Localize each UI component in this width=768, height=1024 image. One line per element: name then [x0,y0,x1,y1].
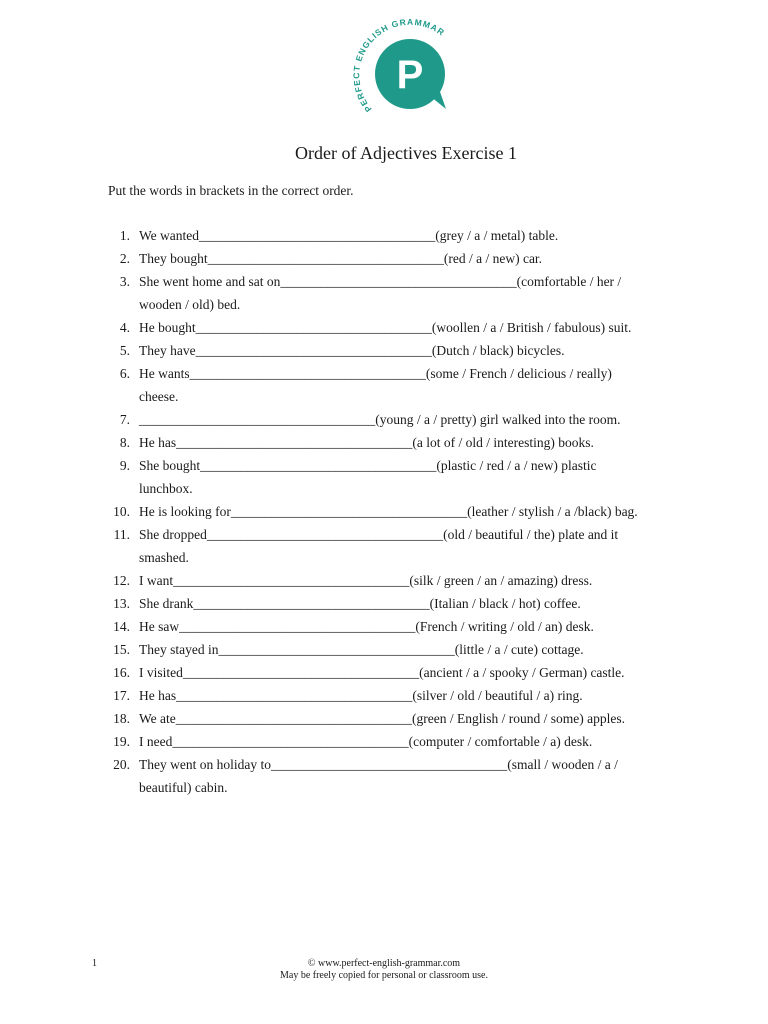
exercise-item [108,408,688,431]
exercise-text: He wants___________________________________(some / French / delicious / really) cheese. [139,366,612,404]
exercise-number: 11. [113,527,130,542]
exercise-text: They stayed in___________________________________(little / a / cute) cottage. [139,642,584,657]
exercise-number: 19. [113,734,130,749]
exercise-item [108,316,688,339]
exercise-item [108,753,688,799]
exercise-item [108,638,688,661]
exercise-item [108,500,688,523]
exercise-item [108,339,688,362]
page-number: 1 [92,958,97,969]
exercise-number: 7. [119,412,130,427]
exercise-text: We wanted___________________________________(grey / a / metal) table. [139,228,559,243]
exercise-number: 15. [113,642,130,657]
perfect-english-grammar-logo [350,14,460,124]
exercise-text: She dropped___________________________________(old / beautiful / the) plate and it smashed. [139,527,619,565]
exercise-item [108,362,688,408]
exercise-text: They went on holiday to___________________________________(small / wooden / a / beautiful) cabin. [139,757,618,795]
exercise-item [108,684,688,707]
exercise-item [108,270,688,316]
exercise-number: 4. [119,320,130,335]
exercise-item [108,730,688,753]
exercise-item [108,247,688,270]
exercise-text: I visited___________________________________(ancient / a / spooky / German) castle. [139,665,625,680]
exercise-text: He bought___________________________________(woollen / a / British / fabulous) suit. [139,320,632,335]
exercise-number: 3. [119,274,130,289]
exercise-number: 6. [119,366,130,381]
exercise-number: 20. [113,757,130,772]
exercise-item [108,454,688,500]
exercise-text: He has___________________________________(silver / old / beautiful / a) ring. [139,688,583,703]
exercise-text: I need___________________________________(computer / comfortable / a) desk. [139,734,593,749]
exercise-item [108,431,688,454]
footer-copyright: © www.perfect-english-grammar.com [307,958,461,969]
exercise-text: ___________________________________(young / a / pretty) girl walked into the room. [139,412,621,427]
exercise-text: I want___________________________________(silk / green / an / amazing) dress. [139,573,593,588]
exercise-item [108,707,688,730]
exercise-item [108,661,688,684]
exercise-text: He is looking for___________________________________(leather / stylish / a /black) bag. [139,504,638,519]
exercise-number: 12. [113,573,130,588]
exercise-number: 1. [119,228,130,243]
exercise-item [108,592,688,615]
exercise-item [108,224,688,247]
exercise-number: 8. [119,435,130,450]
exercise-text: They bought___________________________________(red / a / new) car. [139,251,543,266]
footer [0,958,768,982]
exercise-number: 14. [113,619,130,634]
instructions: Put the words in brackets in the correct order. [108,183,354,198]
exercise-number: 18. [113,711,130,726]
exercise-number: 10. [113,504,130,519]
footer-note: May be freely copied for personal or classroom use. [280,970,488,981]
logo-brand-text: PERFECT ENGLISH GRAMMAR [351,16,447,115]
page-title: Order of Adjectives Exercise 1 [295,143,517,163]
exercise-item [108,523,688,569]
exercise-list [108,224,688,799]
exercise-number: 13. [113,596,130,611]
exercise-number: 2. [119,251,130,266]
exercise-text: They have___________________________________(Dutch / black) bicycles. [139,343,565,358]
exercise-text: He saw___________________________________(French / writing / old / an) desk. [139,619,594,634]
exercise-text: We ate___________________________________(green / English / round / some) apples. [139,711,625,726]
exercise-text: She drank___________________________________(Italian / black / hot) coffee. [139,596,581,611]
exercise-number: 5. [119,343,130,358]
exercise-text: She went home and sat on___________________________________(comfortable / her / wooden / old) bed. [139,274,622,312]
logo-letter: P [396,53,424,97]
exercise-number: 9. [119,458,130,473]
exercise-number: 16. [113,665,130,680]
exercise-item [108,615,688,638]
exercise-text: He has___________________________________(a lot of / old / interesting) books. [139,435,594,450]
exercise-number: 17. [113,688,130,703]
exercise-item [108,569,688,592]
exercise-text: She bought___________________________________(plastic / red / a / new) plastic lunchbox. [139,458,597,496]
